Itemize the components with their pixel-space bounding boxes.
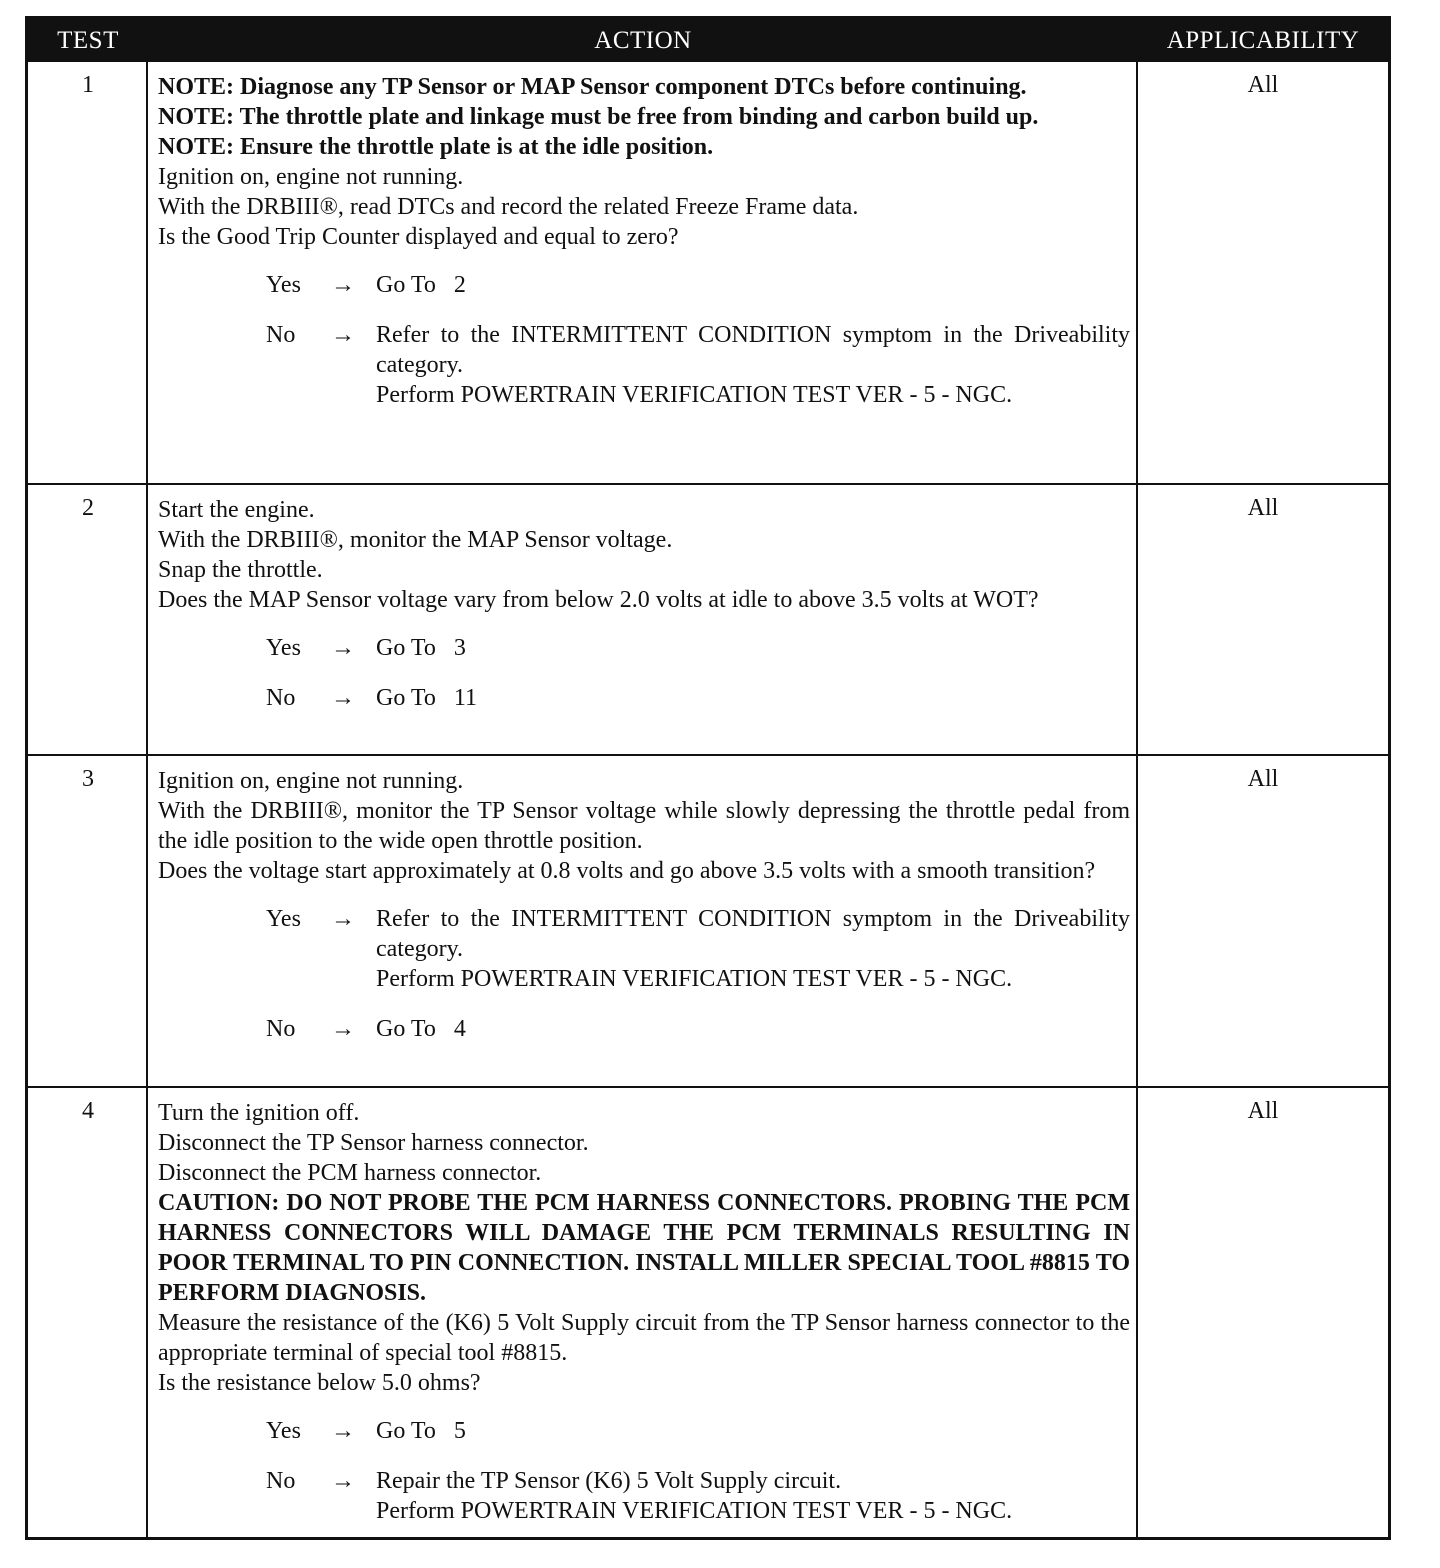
goto-text: Go To [376,635,436,661]
yes-label: Yes [266,635,301,661]
instruction-text: Turn the ignition off. [158,1100,360,1126]
yes-label: Yes [266,272,301,298]
no-option [266,683,1130,713]
applicability-value: All [1247,495,1279,521]
header-action: ACTION [594,27,692,54]
instruction-text: Does the voltage start approximately at 0.8 volts and go above 3.5 volts with a smooth transition? [158,858,1096,884]
no-label: No [266,322,296,348]
instruction-text: Does the MAP Sensor voltage vary from below 2.0 volts at idle to above 3.5 volts at WOT? [158,587,1039,613]
result-line: Perform POWERTRAIN VERIFICATION TEST VER - 5 - NGC. [376,966,1013,992]
instruction-text: Is the resistance below 5.0 ohms? [158,1370,481,1396]
result-line: Refer to the INTERMITTENT CONDITION symptom in the Driveability category. [376,322,1130,378]
applicability-value: All [1247,1098,1279,1124]
goto-instruction [376,270,1130,300]
goto-text: Go To [376,272,436,298]
result-line: Refer to the INTERMITTENT CONDITION symptom in the Driveability category. [376,906,1130,962]
no-option [266,320,1130,410]
yes-option [266,270,1130,300]
instruction-text: Disconnect the TP Sensor harness connector. [158,1130,589,1156]
goto-text: Go To [376,685,436,711]
goto-text: Go To [376,1016,436,1042]
goto-target: 5 [453,1418,466,1444]
table-header [28,19,1388,62]
no-result [376,683,1130,713]
answer-options [158,904,1130,1044]
yes-option [266,633,1130,663]
arrow-icon: → [331,685,355,711]
no-result [376,320,1130,410]
instruction-text: With the DRBIII®, monitor the MAP Sensor voltage. [158,527,673,553]
yes-label: Yes [266,906,301,932]
instruction-text: With the DRBIII®, read DTCs and record the related Freeze Frame data. [158,194,859,220]
result-line: Perform POWERTRAIN VERIFICATION TEST VER - 5 - NGC. [376,1498,1013,1524]
instruction-text: Ignition on, engine not running. [158,768,464,794]
yes-result [376,633,1130,663]
note-text: NOTE: The throttle plate and linkage must be free from binding and carbon build up. [158,104,1039,130]
instruction-text: Measure the resistance of the (K6) 5 Volt Supply circuit from the TP Sensor harness connector to the appropriate terminal of special tool #8815. [158,1310,1130,1366]
answer-options [158,633,1130,713]
instruction-text: Ignition on, engine not running. [158,164,464,190]
instruction-text: Snap the throttle. [158,557,323,583]
note-text: CAUTION: DO NOT PROBE THE PCM HARNESS CONNECTORS. PROBING THE PCM HARNESS CONNECTORS WILL DAMAGE THE PCM TERMINALS RESULTING IN POOR TERMINAL TO PIN CONNECTION. INSTALL MILLER SPECIAL TOOL #8815 TO PERFORM DIAGNOSIS. [158,1190,1130,1306]
arrow-icon: → [331,272,355,298]
note-text: NOTE: Ensure the throttle plate is at the idle position. [158,134,714,160]
goto-text: Go To [376,1418,436,1444]
no-label: No [266,685,296,711]
action-cell [158,1098,1130,1546]
goto-target: 11 [453,685,477,711]
instruction-text: Disconnect the PCM harness connector. [158,1160,542,1186]
applicability-value: All [1247,72,1279,98]
note-text: NOTE: Diagnose any TP Sensor or MAP Sensor component DTCs before continuing. [158,74,1027,100]
instruction-text: Is the Good Trip Counter displayed and equal to zero? [158,224,679,250]
yes-result [376,904,1130,994]
arrow-icon: → [331,1016,355,1042]
applicability-value: All [1247,766,1279,792]
instruction-text: With the DRBIII®, monitor the TP Sensor voltage while slowly depressing the throttle pedal from the idle position to the wide open throttle position. [158,798,1130,854]
arrow-icon: → [331,322,355,348]
header-applicability: APPLICABILITY [1166,27,1360,54]
test-number: 2 [82,495,94,521]
goto-instruction [376,1416,1130,1446]
action-cell [158,72,1130,430]
yes-result [376,270,1130,300]
answer-options [158,270,1130,410]
action-cell [158,495,1130,733]
no-result [376,1014,1130,1044]
no-option [266,1014,1130,1044]
test-number: 3 [82,766,94,792]
arrow-icon: → [331,635,355,661]
goto-target: 2 [453,272,466,298]
header-test: TEST [57,27,119,54]
diagnostic-table [25,16,1391,1540]
answer-options [158,1416,1130,1526]
goto-instruction [376,683,1130,713]
no-option [266,1466,1130,1526]
test-number: 1 [82,72,94,98]
goto-instruction [376,633,1130,663]
instruction-text: Start the engine. [158,497,315,523]
table-row [28,483,1388,754]
arrow-icon: → [331,906,355,932]
result-line: Repair the TP Sensor (K6) 5 Volt Supply circuit. [376,1468,842,1494]
table-row [28,1086,1388,1537]
arrow-icon: → [331,1418,355,1444]
table-row [28,754,1388,1086]
goto-target: 4 [453,1016,466,1042]
arrow-icon: → [331,1468,355,1494]
no-label: No [266,1468,296,1494]
no-result [376,1466,1130,1526]
goto-instruction [376,1014,1130,1044]
yes-option [266,1416,1130,1446]
goto-target: 3 [453,635,466,661]
table-row [28,62,1388,483]
yes-option [266,904,1130,994]
action-cell [158,766,1130,1064]
test-number: 4 [82,1098,94,1124]
result-line: Perform POWERTRAIN VERIFICATION TEST VER - 5 - NGC. [376,382,1013,408]
no-label: No [266,1016,296,1042]
yes-result [376,1416,1130,1446]
yes-label: Yes [266,1418,301,1444]
